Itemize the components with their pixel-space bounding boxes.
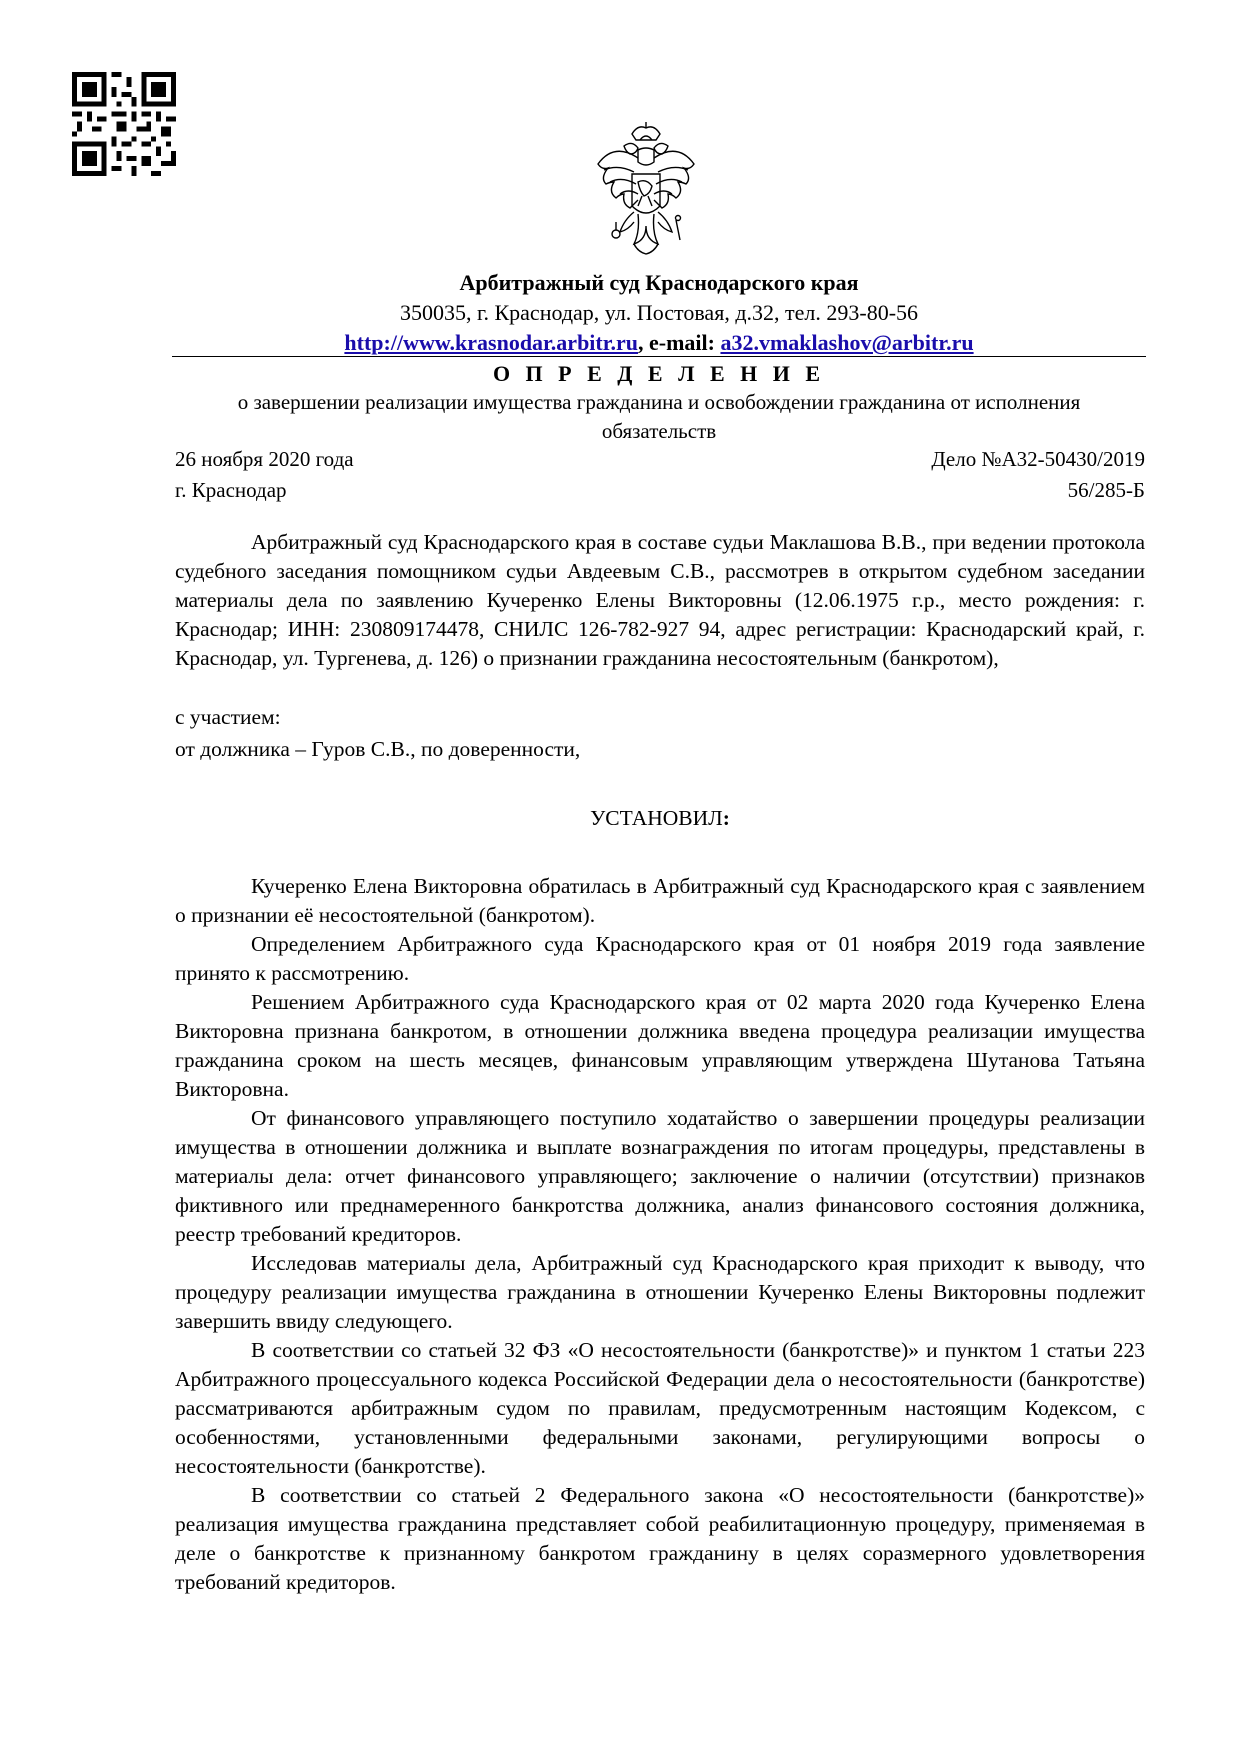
document-meta	[175, 444, 1145, 506]
document-title: О П Р Е Д Е Л Е Н И Е	[492, 361, 826, 386]
contact-separator: ,	[638, 330, 644, 355]
document-body	[175, 528, 1145, 1597]
court-website-link[interactable]: http://www.krasnodar.arbitr.ru	[344, 330, 638, 355]
body-paragraph: В соответствии со статьей 2 Федерального закона «О несостоятельности (банкротстве)» реализация имущества гражданина представляет собой реабилитационную процедуру, применяемая в деле о банкротстве к признанному банкротом гражданину в целях соразмерного удовлетворения требований кредиторов.	[175, 1483, 1145, 1594]
section-heading-colon: :	[722, 806, 730, 830]
body-paragraph: Определением Арбитражного суда Краснодарского края от 01 ноября 2019 года заявление принято к рассмотрению.	[175, 932, 1145, 985]
document-subtitle: о завершении реализации имущества гражданина и освобождении гражданина от исполнения обязательств	[237, 390, 1081, 443]
body-paragraph: Кучеренко Елена Викторовна обратилась в Арбитражный суд Краснодарского края с заявлением о признании её несостоятельной (банкротом).	[175, 874, 1145, 927]
court-email-link[interactable]: a32.vmaklashov@arbitr.ru	[720, 330, 974, 355]
body-paragraph: Решением Арбитражного суда Краснодарского края от 02 марта 2020 года Кучеренко Елена Викторовна признана банкротом, в отношении должника введена процедура реализации имущества гражданина сроком на шесть месяцев, финансовым управляющим утверждена Шутанова Татьяна Викторовна.	[175, 990, 1145, 1101]
case-number: Дело №А32-50430/2019	[931, 447, 1145, 471]
russian-coat-of-arms-icon	[594, 122, 698, 260]
body-paragraph: Исследовав материалы дела, Арбитражный суд Краснодарского края приходит к выводу, что процедуру реализации имущества гражданина в отношении Кучеренко Елены Викторовны подлежит завершить ввиду следующего.	[175, 1251, 1145, 1333]
court-name: Арбитражный суд Краснодарского края	[459, 270, 859, 295]
participation-label: с участием:	[175, 705, 281, 729]
body-paragraph: От финансового управляющего поступило ходатайство о завершении процедуры реализации имущества в отношении должника и выплате вознаграждения по итогам процедуры, представлены в материалы дела: отчет финансового управляющего; заключение о наличии (отсутствии) признаков фиктивного или преднамеренного банкротства должника, анализ финансового состояния должника, реестр требований кредиторов.	[175, 1106, 1145, 1246]
document-date: 26 ноября 2020 года	[175, 447, 354, 471]
document-city: г. Краснодар	[175, 478, 287, 502]
section-heading	[175, 804, 1145, 833]
header-divider	[172, 356, 1146, 357]
document-reference: 56/285-Б	[1067, 478, 1145, 502]
participation-debtor: от должника – Гуров С.В., по доверенности,	[175, 737, 581, 761]
intro-paragraph: Арбитражный суд Краснодарского края в составе судьи Маклашова В.В., при ведении протокола судебного заседания помощником судьи Авдеевым С.В., рассмотрев в открытом судебном заседании материалы дела по заявлению Кучеренко Елены Викторовны (12.06.1975 г.р., место рождения: г. Краснодар; ИНН: 230809174478, СНИЛС 126-782-927 94, адрес регистрации: Краснодарский край, г. Краснодар, ул. Тургенева, д. 126) о признании гражданина несостоятельным (банкротом),	[175, 530, 1145, 670]
qr-code-icon	[72, 72, 176, 176]
body-paragraph: В соответствии со статьей 32 ФЗ «О несостоятельности (банкротстве)» и пунктом 1 статьи 223 Арбитражного процессуального кодекса Российской Федерации дела о несостоятельности (банкротстве) рассматриваются арбитражным судом по правилам, предусмотренным настоящим Кодексом, с особенностями, установленными федеральными законами, регулирующими вопросы о несостоятельности (банкротстве).	[175, 1338, 1145, 1478]
court-contacts	[172, 328, 1146, 358]
section-heading-text: УСТАНОВИЛ	[590, 806, 723, 830]
email-label: e-mail:	[649, 330, 715, 355]
court-header	[172, 268, 1146, 358]
court-address: 350035, г. Краснодар, ул. Постовая, д.32, тел. 293-80-56	[399, 300, 919, 325]
